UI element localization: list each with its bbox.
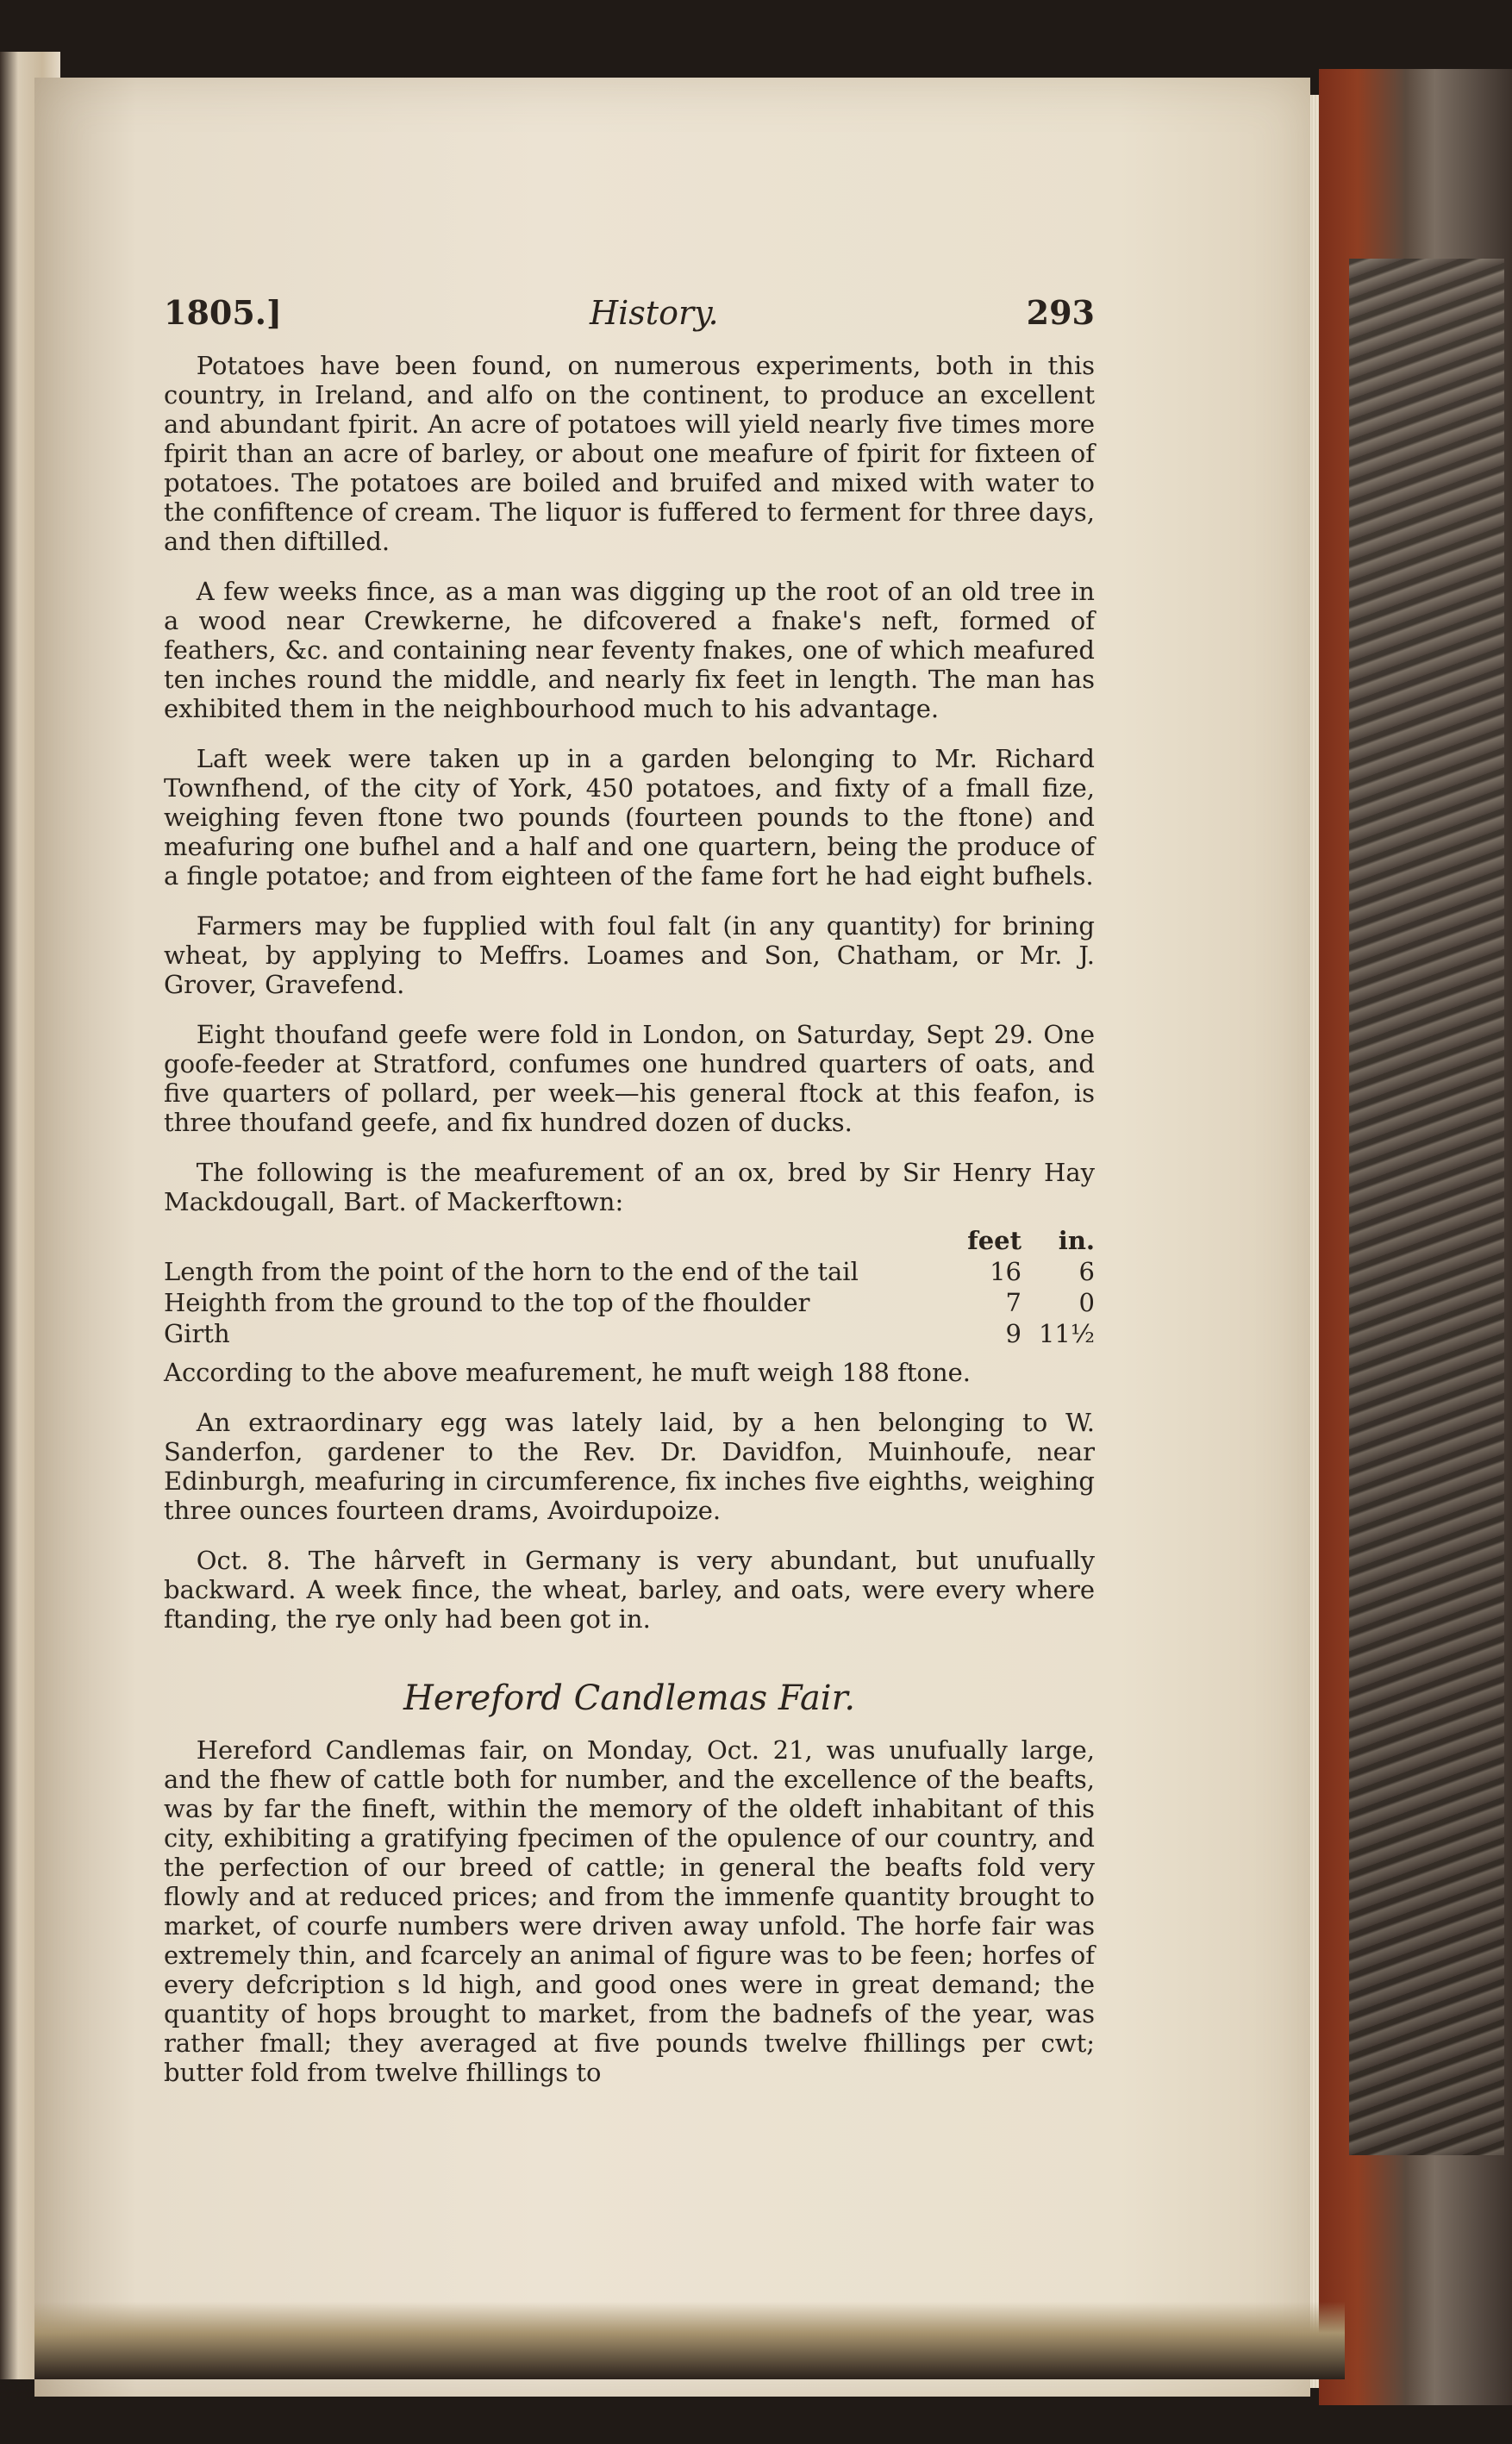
- paragraph-egg: An extraordinary egg was lately laid, by a hen belonging to W. Sanderfon, gardener to the Rev. Dr. Davidfon, Muinhoufe, near Edinburgh, meafuring in circumference, fix inches five eighths, weighing three ounces fourteen drams, Avoirdupoize.: [164, 1408, 1095, 1525]
- section-heading: Hereford Candlemas Fair.: [403, 1678, 856, 1718]
- paragraph-potato-harvest: Laft week were taken up in a garden belonging to Mr. Richard Townfhend, of the city of York, 450 potatoes, and fixty of a fmall fize, weighing feven ftone two pounds (fourteen pounds to the ftone) and meafuring one bufhel and a half and one quartern, being the produce of a fingle potatoe; and from eighteen of the fame fort he had eight bufhels.: [164, 744, 1095, 891]
- feet-header: feet: [967, 1226, 1022, 1255]
- paragraph-hereford-fair: Hereford Candlemas fair, on Monday, Oct. 21, was unufually large, and the fhew of cattle both for number, and the excellence of the beafts, was by far the fineft, within the memory of the oldeft inhabitant of this city, exhibiting a gratifying fpecimen of the opulence of our country, and the perfection of our breed of cattle; in general the beafts fold very flowly and at reduced prices; and from the immenfe quantity brought to market, of courfe numbers were driven away unfold. The horfe fair was extremely thin, and fcarcely an animal of figure was to be feen; horfes of every defcription s ld high, and good ones were in great demand; the quantity of hops brought to market, from the badnefs of the year, was rather fmall; they averaged at five pounds twelve fhillings per cwt; butter fold from twelve fhillings to: [164, 1735, 1095, 2087]
- ox-weight-note: According to the above meafurement, he muft weigh 188 ftone.: [164, 1358, 972, 1387]
- table-row: [164, 1287, 1095, 1318]
- paragraph-geese: Eight thoufand geefe were fold in London, on Saturday, Sept 29. One goofe-feeder at Stratford, confumes one hundred quarters of oats, and five quarters of pollard, per week—his general ftock at this feafon, is three thoufand geefe, and fix hundred dozen of ducks.: [164, 1020, 1095, 1137]
- paragraph-ox-intro: The following is the meafurement of an ox, bred by Sir Henry Hay Mackdougall, Bart. of Mackerftown:: [164, 1158, 1095, 1216]
- row-feet: 9: [1005, 1319, 1022, 1348]
- marbled-endpaper: [1349, 259, 1504, 2155]
- row-inches: 11½: [1038, 1319, 1095, 1348]
- paragraph-foul-salt: Farmers may be fupplied with foul falt (in any quantity) for brining wheat, by applying to Meffrs. Loames and Son, Chatham, or Mr. J. Grover, Gravefend.: [164, 911, 1095, 999]
- page-number: 293: [1026, 293, 1095, 332]
- running-header: [164, 293, 1095, 332]
- page-content: [164, 293, 1095, 2108]
- paragraph-harvest-germany: Oct. 8. The hârveft in Germany is very abundant, but unufually backward. A week fince, the wheat, barley, and oats, were every where ftanding, the rye only had been got in.: [164, 1546, 1095, 1634]
- row-feet: 16: [990, 1257, 1022, 1286]
- row-label: Girth: [164, 1319, 230, 1348]
- ox-measurement-table: [164, 1225, 1095, 1349]
- row-inches: 6: [1078, 1257, 1095, 1286]
- inches-header: in.: [1058, 1226, 1095, 1255]
- row-label: Length from the point of the horn to the end of the tail: [164, 1257, 859, 1286]
- table-header-row: [164, 1225, 1095, 1256]
- paragraph-snake-nest: A few weeks fince, as a man was digging up the root of an old tree in a wood near Crewkerne, he difcovered a fnake's neft, formed of feathers, &c. and containing near feventy fnakes, one of which meafured ten inches round the middle, and nearly fix feet in length. The man has exhibited them in the neighbourhood much to his advantage.: [164, 577, 1095, 723]
- row-inches: 0: [1078, 1288, 1095, 1317]
- page-bottom-edge: [34, 2302, 1345, 2379]
- header-title: History.: [590, 294, 719, 332]
- row-feet: 7: [1005, 1288, 1022, 1317]
- row-label: Heighth from the ground to the top of the fhoulder: [164, 1288, 810, 1317]
- table-row: [164, 1318, 1095, 1349]
- paragraph-potatoes-spirit: Potatoes have been found, on numerous experiments, both in this country, in Ireland, and alfo on the continent, to produce an excellent and abundant fpirit. An acre of potatoes will yield nearly five times more fpirit than an acre of barley, or about one meafure of fpirit for fixteen of potatoes. The potatoes are boiled and bruifed and mixed with water to the confiftence of cream. The liquor is fuffered to ferment for three days, and then diftilled.: [164, 351, 1095, 556]
- table-row: [164, 1256, 1095, 1287]
- header-year: 1805.]: [164, 293, 282, 332]
